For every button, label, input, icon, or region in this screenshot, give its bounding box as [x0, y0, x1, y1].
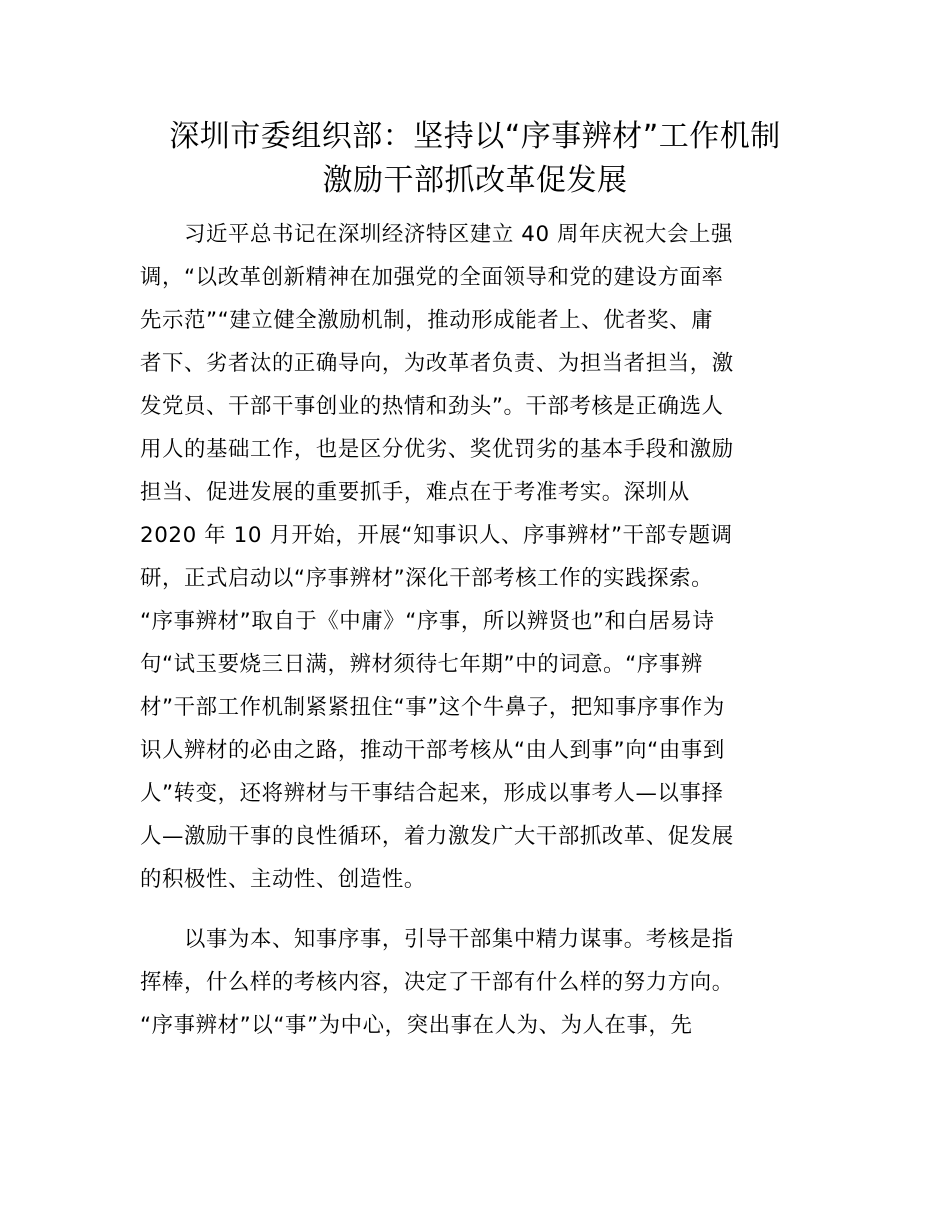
- paragraph-line: 的积极性、主动性、创造性。: [140, 867, 426, 892]
- paragraph-line: “序事辨材”以“事”为中心，突出事在人为、为人在事，先: [140, 1013, 693, 1038]
- paragraph-line: 识人辨材的必由之路，推动干部考核从“由人到事”向“由事到: [140, 738, 725, 763]
- paragraph-line: 者下、劣者汰的正确导向，为改革者负责、为担当者担当，激: [140, 351, 734, 376]
- paragraph-line: 句“试玉要烧三日满，辨材须待七年期”中的词意。“序事辨: [140, 652, 703, 677]
- document-title-line-2: 激励干部抓改革促发展: [322, 163, 628, 198]
- paragraph-line: 挥棒，什么样的考核内容，决定了干部有什么样的努力方向。: [140, 970, 734, 995]
- document-title-line-1: 深圳市委组织部：坚持以“序事辨材”工作机制: [169, 119, 781, 154]
- paragraph-line: 研，正式启动以“序事辨材”深化干部考核工作的实践探索。: [140, 566, 714, 591]
- paragraph-line: 以事为本、知事序事，引导干部集中精力谋事。考核是指: [140, 927, 734, 952]
- paragraph-line: 2020 年 10 月开始，开展“知事识人、序事辨材”干部专题调: [140, 523, 733, 548]
- paragraph-line: 担当、促进发展的重要抓手，难点在于考准考实。深圳从: [140, 480, 690, 505]
- paragraph-line: 调，“以改革创新精神在加强党的全面领导和党的建设方面率: [140, 265, 724, 290]
- paragraph-line: 材”干部工作机制紧紧扭住“事”这个牛鼻子，把知事序事作为: [140, 695, 725, 720]
- paragraph-line: 人”转变，还将辨材与干事结合起来，形成以事考人—以事择: [140, 781, 724, 806]
- paragraph-line: 发党员、干部干事创业的热情和劲头”。干部考核是正确选人: [140, 394, 724, 419]
- paragraph-line: 习近平总书记在深圳经济特区建立 40 周年庆祝大会上强: [140, 222, 733, 247]
- paragraph-line: 人—激励干事的良性循环，着力激发广大干部抓改革、促发展: [140, 824, 734, 849]
- paragraph-line: “序事辨材”取自于《中庸》“序事，所以辨贤也”和白居易诗: [140, 609, 715, 634]
- paragraph-line: 先示范”“建立健全激励机制，推动形成能者上、优者奖、庸: [140, 308, 714, 333]
- paragraph-line: 用人的基础工作，也是区分优劣、奖优罚劣的基本手段和激励: [140, 437, 734, 462]
